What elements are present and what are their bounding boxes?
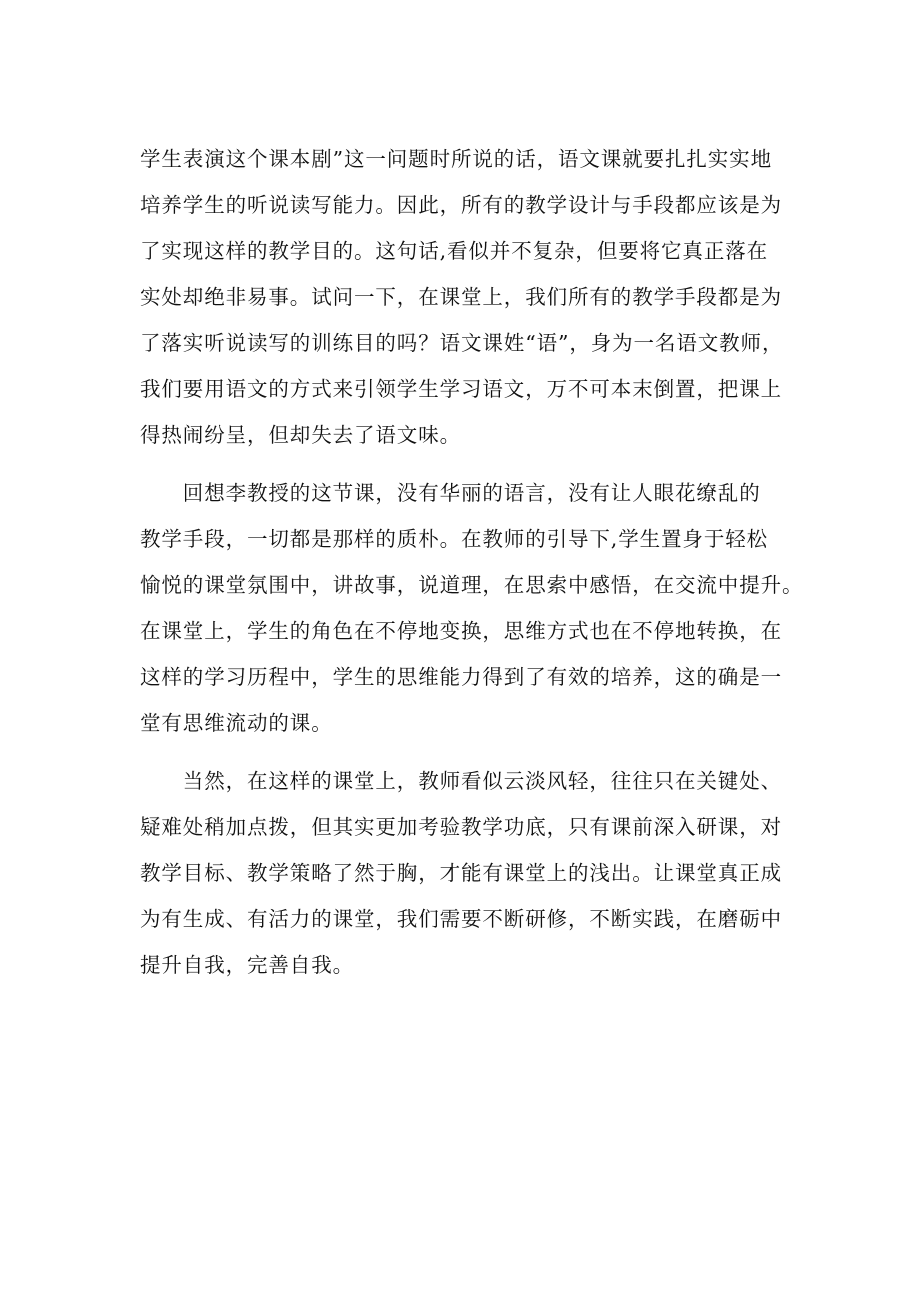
text-line: 回想李教授的这节课，没有华丽的语言，没有让人眼花缭乱的 — [140, 481, 761, 505]
text-line: 学生表演这个课本剧”这一问题时所说的话，语文课就要扎扎实实地 — [140, 147, 772, 171]
text-line: 这样的学习历程中，学生的思维能力得到了有效的培养，这的确是一 — [140, 665, 782, 689]
paragraph-spacer — [140, 458, 800, 470]
text-line: 提升自我，完善自我。 — [140, 953, 354, 977]
paragraph-spacer — [140, 746, 800, 758]
text-line: 了实现这样的教学目的。这句话,看似并不复杂，但要将它真正落在 — [140, 239, 769, 263]
text-line: 培养学生的听说读写能力。因此，所有的教学设计与手段都应该是为 — [140, 193, 782, 217]
text-line: 实处却绝非易事。试问一下，在课堂上，我们所有的教学手段都是为 — [140, 285, 782, 309]
text-line: 了落实听说读写的训练目的吗？语文课姓“语”，身为一名语文教师， — [140, 331, 784, 355]
text-line: 在课堂上，学生的角色在不停地变换，思维方式也在不停地转换，在 — [140, 619, 782, 643]
paragraph-1 — [140, 136, 800, 458]
paragraph-2 — [140, 470, 804, 746]
text-line: 我们要用语文的方式来引领学生学习语文，万不可本末倒置，把课上 — [140, 377, 782, 401]
text-line: 教学目标、教学策略了然于胸，才能有课堂上的浅出。让课堂真正成 — [140, 861, 782, 885]
text-line: 堂有思维流动的课。 — [140, 711, 333, 735]
text-line: 教学手段，一切都是那样的质朴。在教师的引导下,学生置身于轻松 — [140, 527, 769, 551]
text-line: 为有生成、有活力的课堂，我们需要不断研修，不断实践，在磨砺中 — [140, 907, 782, 931]
text-line: 得热闹纷呈，但却失去了语文味。 — [140, 423, 461, 447]
body-text — [140, 136, 804, 988]
text-line: 当然，在这样的课堂上，教师看似云淡风轻，往往只在关键处、 — [140, 769, 782, 793]
text-line: 愉悦的课堂氛围中，讲故事，说道理，在思索中感悟，在交流中提升。 — [140, 573, 804, 597]
paragraph-3 — [140, 758, 800, 988]
text-line: 疑难处稍加点拨，但其实更加考验教学功底，只有课前深入研课，对 — [140, 815, 782, 839]
